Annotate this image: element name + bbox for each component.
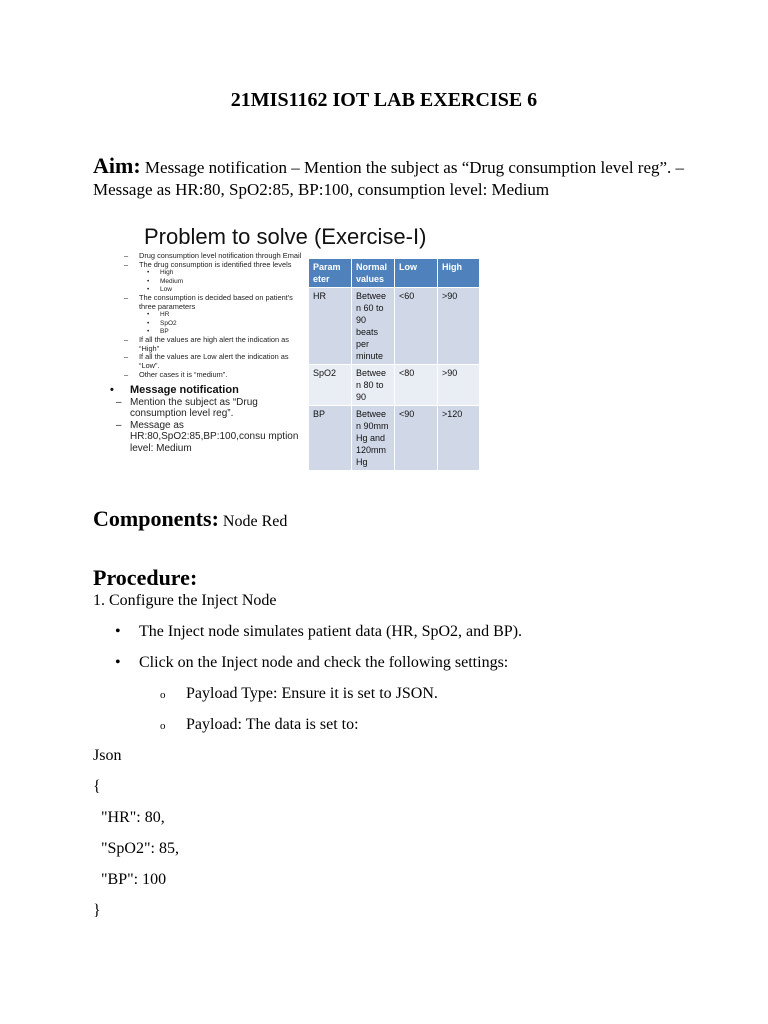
table-row (309, 288, 480, 365)
code-line: "HR": 80, (93, 809, 165, 826)
code-line: } (93, 902, 101, 919)
list-subitem: o Payload Type: Ensure it is set to JSON. (160, 685, 438, 702)
code-line: "BP": 100 (93, 871, 167, 888)
table-cell: Betwee n 60 to 90 beats per minute (352, 288, 395, 365)
slide-item: – If all the values are high alert the indication as “High” (124, 335, 289, 353)
slide-subitem: • High (147, 269, 174, 277)
table-cell: SpO2 (309, 365, 352, 406)
slide-main-item: – Message as HR:80,SpO2:85,BP:100,consu mption level: Medium (116, 419, 299, 454)
table-header: High (438, 259, 480, 288)
slide-item: – Drug consumption level notification through Email (124, 251, 302, 260)
slide-main-bullet: • Message notification (110, 383, 239, 396)
table-cell: Betwee n 80 to 90 (352, 365, 395, 406)
code-line: Json (93, 747, 122, 764)
slide-main-item: – Mention the subject as “Drug consumption level reg”. (116, 396, 258, 420)
list-item: • The Inject node simulates patient data (HR, SpO2, and BP). (115, 623, 523, 640)
aim-paragraph (93, 155, 693, 201)
slide-subitem: • Medium (147, 277, 184, 285)
table-cell: Betwee n 90mm Hg and 120mm Hg (352, 406, 395, 471)
slide-bullet-list (110, 252, 306, 454)
table-cell: BP (309, 406, 352, 471)
slide-subitem: • HR (147, 311, 170, 319)
aim-text: Message notification – Mention the subject as “Drug consumption level reg”. – Message as HR:80, SpO2:85, BP:100, consumption level: Medium (93, 158, 685, 199)
slide-item: – Other cases it is “medium”. (124, 369, 228, 379)
slide-subitem: • BP (147, 327, 169, 335)
components-line (93, 506, 287, 532)
problem-slide-image (110, 222, 482, 488)
slide-title: Problem to solve (Exercise-I) (144, 224, 427, 249)
code-line: { (93, 778, 101, 795)
list-item: • Click on the Inject node and check the following settings: (115, 654, 509, 671)
slide-subitem: • Low (147, 285, 172, 293)
components-text: Node Red (218, 513, 288, 530)
procedure-step-1: 1. Configure the Inject Node (93, 592, 277, 609)
table-cell: <60 (395, 288, 438, 365)
parameter-table (308, 258, 480, 471)
table-cell: <90 (395, 406, 438, 471)
table-header: Low (395, 259, 438, 288)
table-cell: >120 (438, 406, 480, 471)
table-cell: <80 (395, 365, 438, 406)
slide-item: – The drug consumption is identified three levels (124, 259, 292, 269)
table-header-row (309, 259, 480, 288)
table-cell: >90 (438, 288, 480, 365)
slide-item: – The consumption is decided based on patient's three parameters (124, 293, 293, 311)
table-cell: >90 (438, 365, 480, 406)
components-label: Components: (93, 506, 219, 531)
table-cell: HR (309, 288, 352, 365)
aim-label: Aim: (93, 153, 141, 178)
table-header: Param eter (309, 259, 352, 288)
table-row (309, 406, 480, 471)
code-line: "SpO2": 85, (93, 840, 179, 857)
slide-subitem: • SpO2 (147, 319, 177, 327)
table-header: Normal values (352, 259, 395, 288)
procedure-heading: Procedure: (93, 565, 198, 590)
list-subitem: o Payload: The data is set to: (160, 716, 359, 733)
slide-item: – If all the values are Low alert the indication as “Low”. (124, 352, 289, 371)
page-title: 21MIS1162 IOT LAB EXERCISE 6 (230, 89, 538, 111)
table-row (309, 365, 480, 406)
